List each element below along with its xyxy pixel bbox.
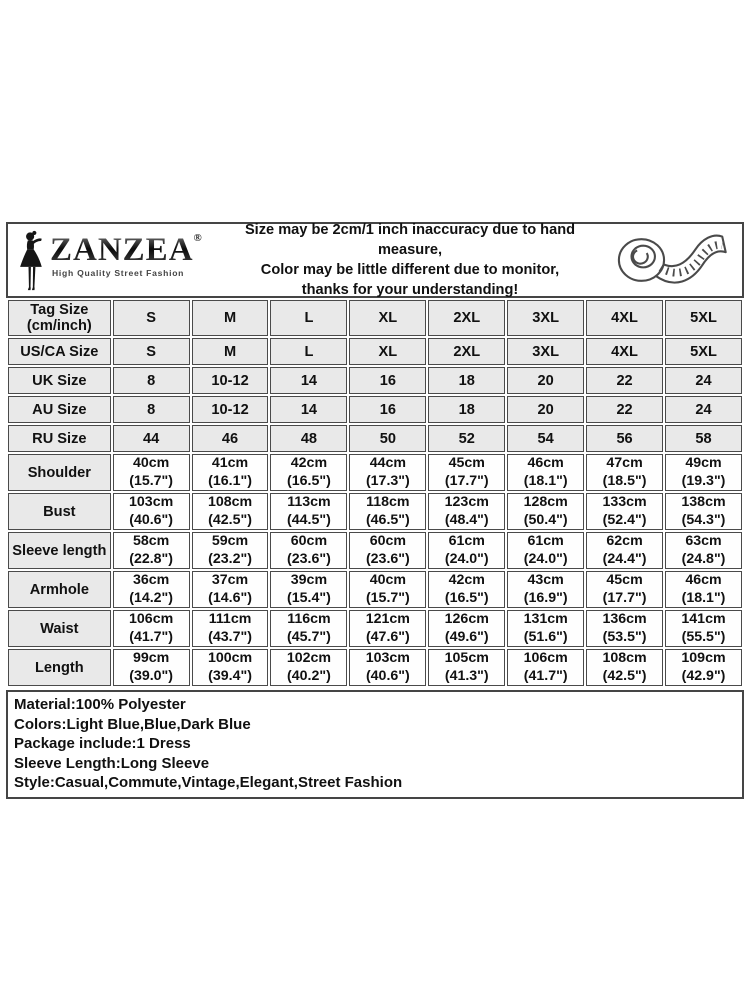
- measure-cell: 106cm (41.7"): [113, 610, 190, 647]
- measure-cell: 45cm (17.7"): [428, 454, 505, 491]
- size-cell: 2XL: [428, 338, 505, 365]
- size-cell: 2XL: [428, 300, 505, 336]
- table-row: [8, 396, 742, 423]
- size-cell: M: [192, 338, 269, 365]
- table-row: [8, 367, 742, 394]
- measure-cell: 61cm (24.0"): [428, 532, 505, 569]
- row-label: Waist: [8, 610, 111, 647]
- table-row: [8, 425, 742, 452]
- size-chart-sheet: [6, 222, 744, 799]
- measure-cell: 141cm (55.5"): [665, 610, 742, 647]
- brand-logotype: [50, 234, 202, 278]
- measure-cell: 108cm (42.5"): [586, 649, 663, 686]
- brand-tagline: High Quality Street Fashion: [52, 268, 185, 278]
- measure-cell: 42cm (16.5"): [270, 454, 347, 491]
- size-cell: 3XL: [507, 300, 584, 336]
- table-row: [8, 338, 742, 365]
- measure-cell: 99cm (39.0"): [113, 649, 190, 686]
- measure-cell: 126cm (49.6"): [428, 610, 505, 647]
- size-cell: 20: [507, 367, 584, 394]
- info-style: Style:Casual,Commute,Vintage,Elegant,Street Fashion: [14, 774, 403, 792]
- size-cell: 8: [113, 396, 190, 423]
- size-notice: [220, 224, 600, 296]
- measure-cell: 63cm (24.8"): [665, 532, 742, 569]
- measure-cell: 106cm (41.7"): [507, 649, 584, 686]
- table-row: [8, 300, 742, 336]
- measure-cell: 108cm (42.5"): [192, 493, 269, 530]
- size-cell: 4XL: [586, 338, 663, 365]
- size-cell: 54: [507, 425, 584, 452]
- info-sleeve-length: Sleeve Length:Long Sleeve: [14, 754, 210, 772]
- measure-cell: 39cm (15.4"): [270, 571, 347, 608]
- measure-cell: 102cm (40.2"): [270, 649, 347, 686]
- size-cell: 24: [665, 367, 742, 394]
- table-row: [8, 454, 742, 491]
- info-package: Package include:1 Dress: [14, 735, 191, 753]
- info-colors: Colors:Light Blue,Blue,Dark Blue: [14, 715, 251, 733]
- size-cell: 52: [428, 425, 505, 452]
- size-cell: 22: [586, 367, 663, 394]
- measure-cell: 109cm (42.9"): [665, 649, 742, 686]
- table-row: [8, 493, 742, 530]
- measure-cell: 40cm (15.7"): [349, 571, 426, 608]
- table-row: [8, 610, 742, 647]
- row-label: Shoulder: [8, 454, 111, 491]
- size-cell: 50: [349, 425, 426, 452]
- size-cell: 14: [270, 367, 347, 394]
- size-cell: 56: [586, 425, 663, 452]
- measure-cell: 118cm (46.5"): [349, 493, 426, 530]
- info-material: Material:100% Polyester: [14, 696, 186, 713]
- measure-cell: 60cm (23.6"): [270, 532, 347, 569]
- size-cell: 46: [192, 425, 269, 452]
- size-cell: 5XL: [665, 338, 742, 365]
- measure-cell: 116cm (45.7"): [270, 610, 347, 647]
- size-cell: L: [270, 300, 347, 336]
- row-label: Bust: [8, 493, 111, 530]
- measure-cell: 45cm (17.7"): [586, 571, 663, 608]
- measure-cell: 133cm (52.4"): [586, 493, 663, 530]
- measure-cell: 60cm (23.6"): [349, 532, 426, 569]
- row-label: RU Size: [8, 425, 111, 452]
- size-cell: L: [270, 338, 347, 365]
- measure-cell: 111cm (43.7"): [192, 610, 269, 647]
- size-cell: 16: [349, 367, 426, 394]
- measure-cell: 40cm (15.7"): [113, 454, 190, 491]
- measure-cell: 138cm (54.3"): [665, 493, 742, 530]
- size-cell: 24: [665, 396, 742, 423]
- row-label: Armhole: [8, 571, 111, 608]
- notice-line-3: thanks for your understanding!: [301, 282, 519, 298]
- size-cell: 8: [113, 367, 190, 394]
- registered-mark: ®: [193, 232, 202, 244]
- measure-cell: 131cm (51.6"): [507, 610, 584, 647]
- size-cell: 10-12: [192, 367, 269, 394]
- size-cell: 18: [428, 367, 505, 394]
- measure-cell: 42cm (16.5"): [428, 571, 505, 608]
- row-label: UK Size: [8, 367, 111, 394]
- size-table: [6, 298, 744, 688]
- size-cell: 48: [270, 425, 347, 452]
- size-cell: 22: [586, 396, 663, 423]
- size-cell: 3XL: [507, 338, 584, 365]
- measuring-tape-icon: [600, 224, 742, 296]
- measure-cell: 36cm (14.2"): [113, 571, 190, 608]
- measure-cell: 46cm (18.1"): [507, 454, 584, 491]
- table-row: [8, 649, 742, 686]
- measure-cell: 103cm (40.6"): [349, 649, 426, 686]
- row-label: US/CA Size: [8, 338, 111, 365]
- size-cell: XL: [349, 338, 426, 365]
- notice-line-2: Color may be little different due to monitor,: [260, 262, 560, 278]
- measure-cell: 121cm (47.6"): [349, 610, 426, 647]
- size-cell: S: [113, 338, 190, 365]
- measure-cell: 128cm (50.4"): [507, 493, 584, 530]
- measure-cell: 47cm (18.5"): [586, 454, 663, 491]
- table-row: [8, 532, 742, 569]
- measure-cell: 103cm (40.6"): [113, 493, 190, 530]
- measure-cell: 44cm (17.3"): [349, 454, 426, 491]
- row-label: Sleeve length: [8, 532, 111, 569]
- measure-cell: 61cm (24.0"): [507, 532, 584, 569]
- size-cell: 58: [665, 425, 742, 452]
- size-cell: S: [113, 300, 190, 336]
- measure-cell: 49cm (19.3"): [665, 454, 742, 491]
- notice-line-1: Size may be 2cm/1 inch inaccuracy due to hand measure,: [244, 222, 576, 258]
- table-row: [8, 571, 742, 608]
- measure-cell: 113cm (44.5"): [270, 493, 347, 530]
- brand-name: ZANZEA: [50, 232, 194, 268]
- measure-cell: 41cm (16.1"): [192, 454, 269, 491]
- size-cell: 44: [113, 425, 190, 452]
- product-info-box: [6, 690, 744, 799]
- header-band: [6, 222, 744, 298]
- measure-cell: 37cm (14.6"): [192, 571, 269, 608]
- brand-logo: [8, 224, 220, 296]
- measure-cell: 43cm (16.9"): [507, 571, 584, 608]
- measure-cell: 58cm (22.8"): [113, 532, 190, 569]
- measure-cell: 46cm (18.1"): [665, 571, 742, 608]
- measure-cell: 105cm (41.3"): [428, 649, 505, 686]
- size-cell: 10-12: [192, 396, 269, 423]
- size-cell: M: [192, 300, 269, 336]
- size-cell: 14: [270, 396, 347, 423]
- measure-cell: 136cm (53.5"): [586, 610, 663, 647]
- size-table-body: [8, 300, 742, 686]
- row-label: Tag Size (cm/inch): [8, 300, 111, 336]
- measure-cell: 123cm (48.4"): [428, 493, 505, 530]
- size-cell: 4XL: [586, 300, 663, 336]
- measure-cell: 59cm (23.2"): [192, 532, 269, 569]
- size-cell: 16: [349, 396, 426, 423]
- size-cell: 20: [507, 396, 584, 423]
- measure-cell: 100cm (39.4"): [192, 649, 269, 686]
- measure-cell: 62cm (24.4"): [586, 532, 663, 569]
- size-cell: 18: [428, 396, 505, 423]
- size-cell: 5XL: [665, 300, 742, 336]
- row-label: AU Size: [8, 396, 111, 423]
- row-label: Length: [8, 649, 111, 686]
- size-cell: XL: [349, 300, 426, 336]
- woman-silhouette-icon: [16, 230, 52, 297]
